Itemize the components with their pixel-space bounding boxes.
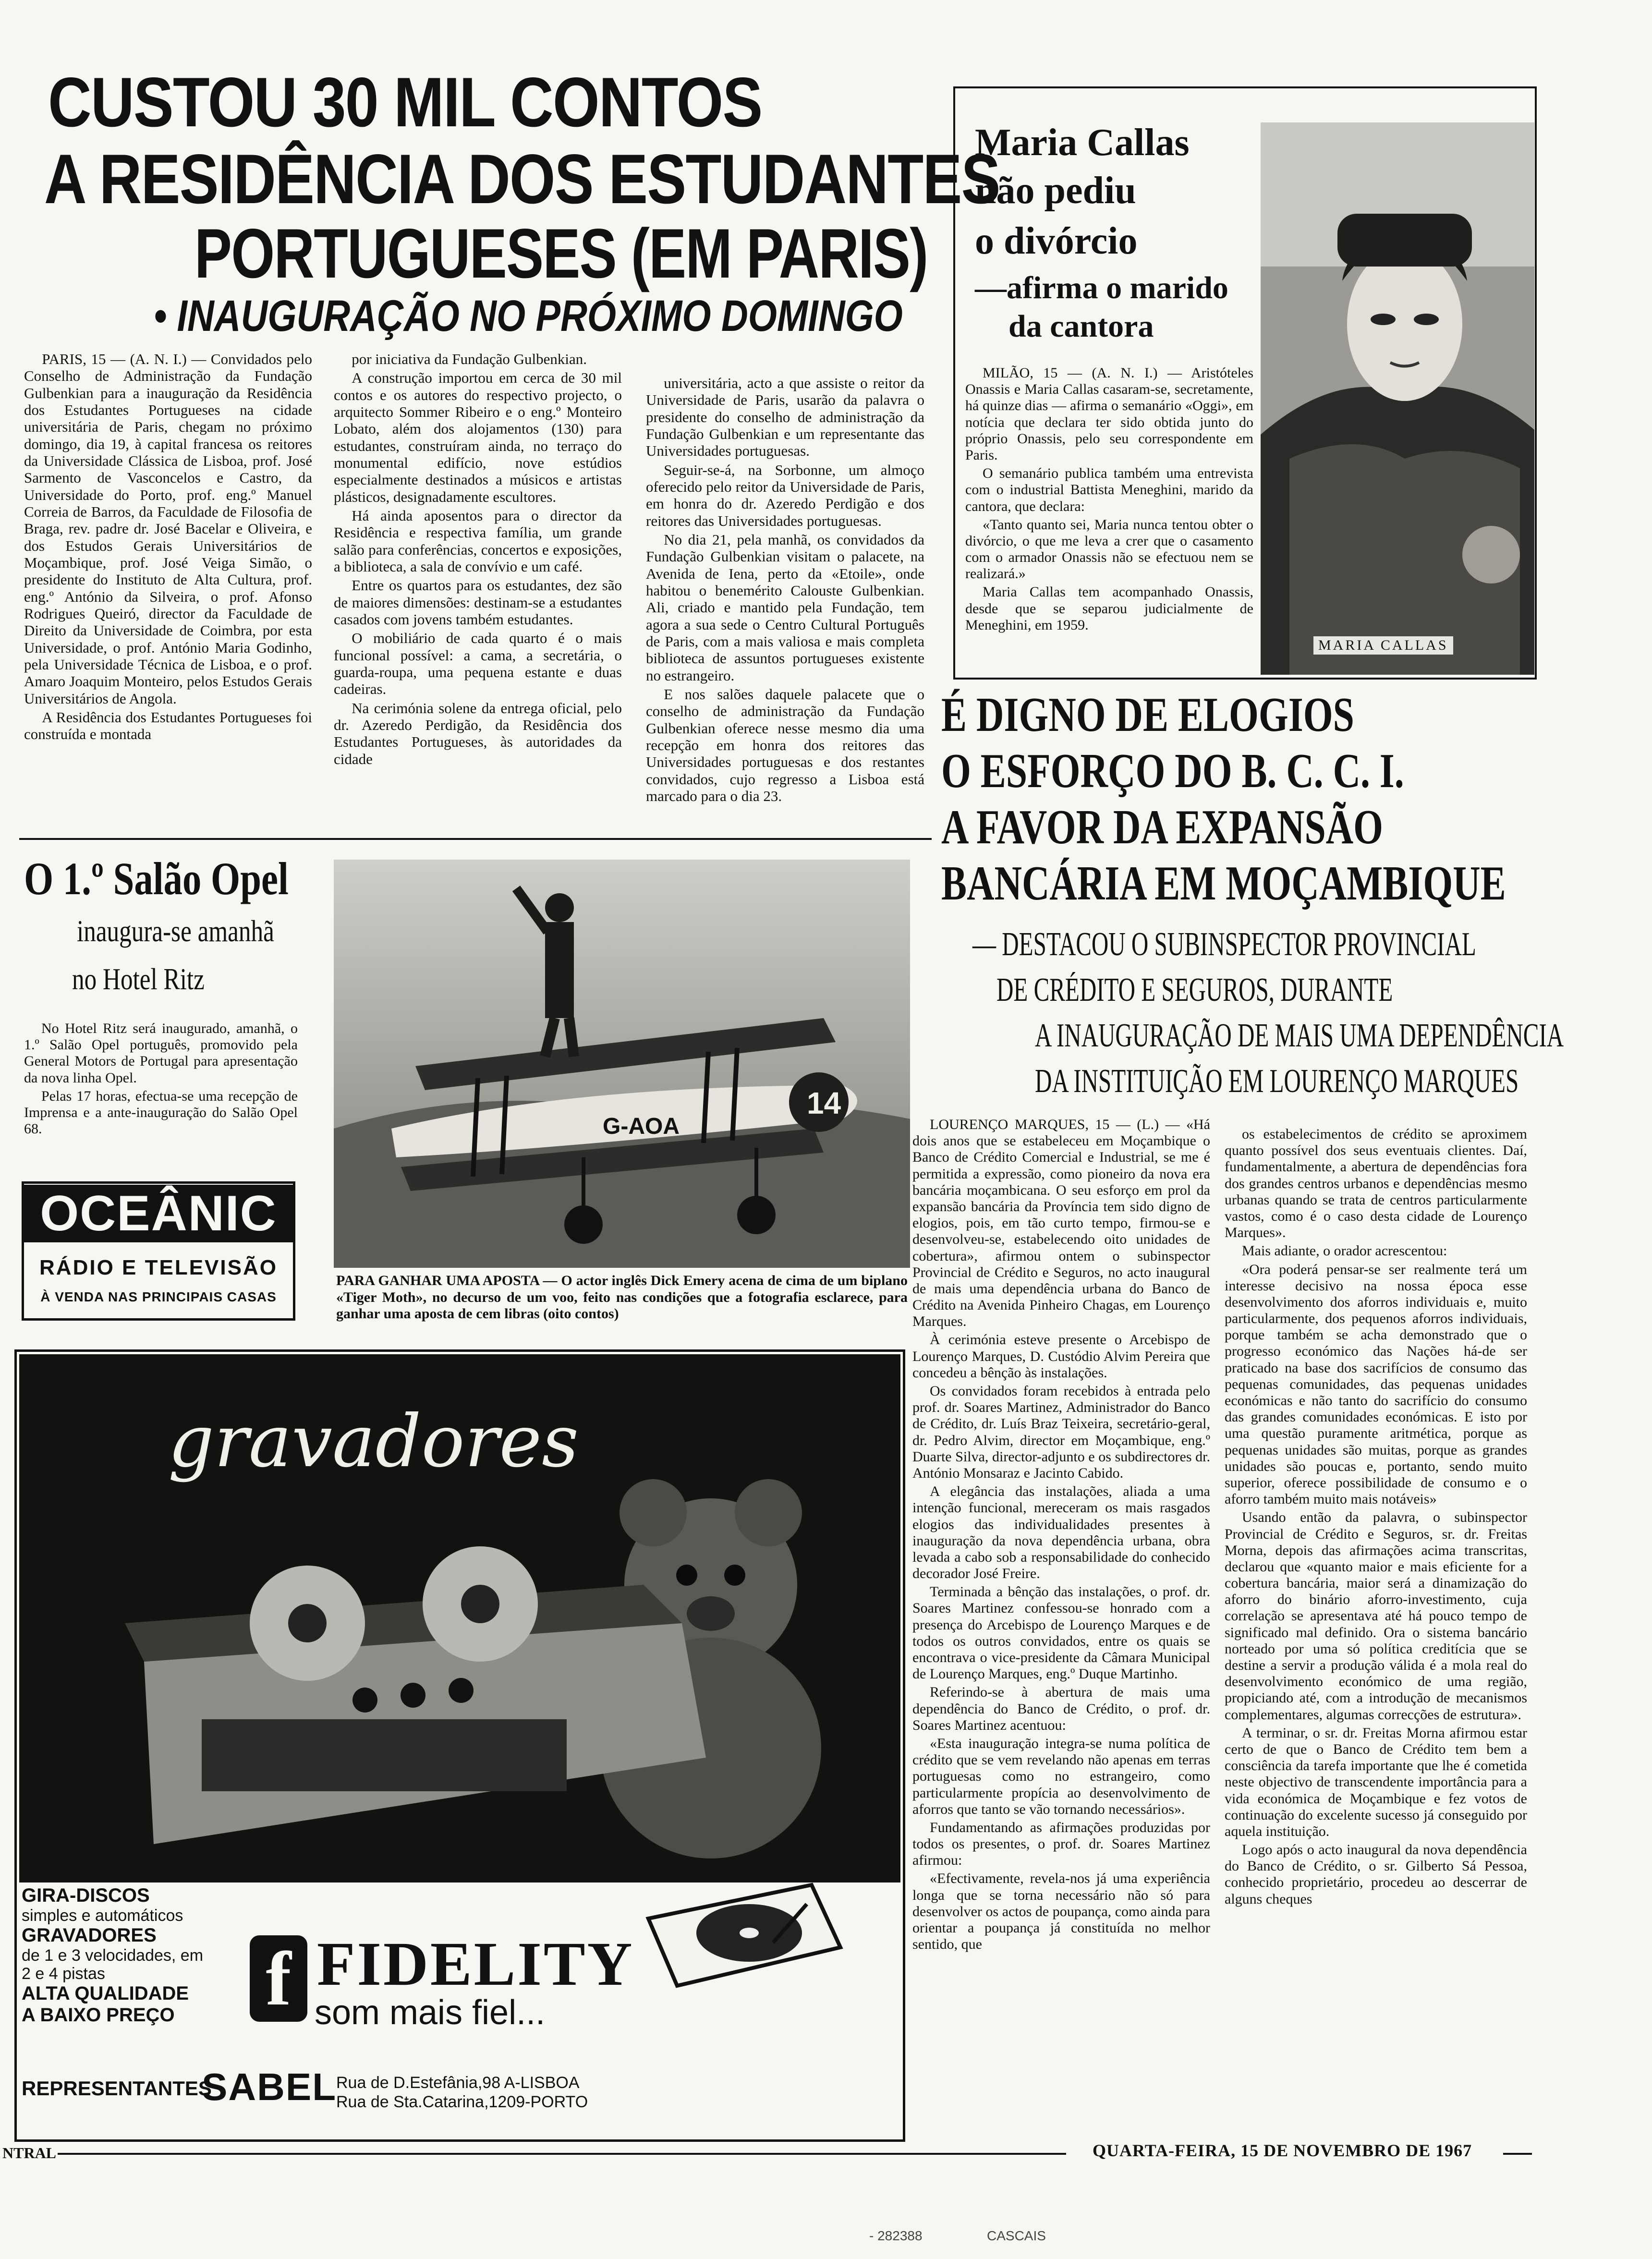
plane-photo xyxy=(334,860,910,1268)
fidelity-script-title: gravadores xyxy=(168,1400,579,1483)
paragraph: A construção importou em cerca de 30 mil contos e os autores do respectivo projecto, o arquitecto Sommer Ribeiro e o eng.º Monteiro Lobato, além dos alojamentos (130) para estudantes, construíram ainda, no terraço do monumental edifício, nove estúdios especialmente destinados a músicos e artistas plásticos, designadamente escultores. xyxy=(334,369,622,505)
footer-rule-right xyxy=(1503,2153,1532,2155)
main-headline-line-2: A RESIDÊNCIA DOS ESTUDANTES xyxy=(44,140,1000,218)
paragraph: A Residência dos Estudantes Portugueses foi construída e montada xyxy=(24,708,312,743)
main-subhead: • INAUGURAÇÃO NO PRÓXIMO DOMINGO xyxy=(154,291,903,340)
plane-tail-number: 14 xyxy=(807,1086,841,1120)
plane-registration: G-AOA xyxy=(603,1114,680,1139)
main-article-column-3 xyxy=(646,375,924,836)
paragraph: Referindo-se à abertura de mais uma dependência do Banco de Crédito, o prof. dr. Soares Martinez acentuou: xyxy=(912,1684,1210,1733)
turntable-icon xyxy=(639,1875,850,1991)
bcci-subhead-line-2: DE CRÉDITO E SEGUROS, DURANTE xyxy=(996,972,1393,1008)
paragraph: Terminada a bênção das instalações, o prof. dr. Soares Martinez confessou-se honrado com a presença do Arcebispo de Lourenço Marques e de todos os outros convidados, entre os quais se encontrava o vice-presidente da Câmara Municipal de Lourenço Marques, eng.º Duque Martinho. xyxy=(912,1584,1210,1682)
paragraph: Usando então da palavra, o subinspector Provincial de Crédito e Seguros, sr. dr. Freitas Morna, depois das afirmações acima transcritas, declarou que «quanto maior e mais eficiente for a cobertura bancária, maior será a dinamização do aforro do binário aforro-investimento, cuja correlação se apresentava até há pouco tempo de significado mal definido. Ora o sistema bancário norteado por uma só política creditícia que se destine a servir a produção válida é a mola real do desenvolvimento económico de uma região, propiciando até, com a introdução de mecanismos complementares, algumas correcções de estrutura». xyxy=(1225,1509,1527,1723)
bcci-subhead-line-4: DA INSTITUIÇÃO EM LOURENÇO MARQUES xyxy=(1035,1063,1519,1100)
main-article-bottom-rule xyxy=(19,838,932,840)
fidelity-representantes-label: REPRESENTANTES xyxy=(22,2077,212,2100)
paragraph: PARIS, 15 — (A. N. I.) — Convidados pelo Conselho de Administração da Fundação Gulbenkian para a inauguração da Residência dos Estudantes Portugueses na cidade universitária de Paris, chegam no próximo domingo, dia 19, à capital francesa os reitores da Universidade Clássica de Lisboa, prof. José Sarmento de Vasconcelos e Castro, da Universidade do Porto, prof. eng.º Manuel Correia de Barros, da Faculdade de Filosofia de Braga, rev. padre dr. José Bacelar e Oliveira, e dos Estudos Gerais Universitários de Moçambique, prof. José Veiga Simão, o presidente do Instituto de Alta Cultura, prof. eng.º António da Silveira, o prof. Afonso Rodrigues Queiró, director da Faculdade de Direito da Universidade de Coimbra, por esta Universidade, o prof. António Maria Godinho, pela Universidade Técnica de Lisboa, e o prof. Amaro Joaquim Monteiro, pelos Estudos Gerais Universitários de Angola. xyxy=(24,351,312,707)
fidelity-brand: FIDELITY xyxy=(317,1930,634,1999)
bcci-column-1 xyxy=(912,1117,1210,2127)
callas-portrait-illustration xyxy=(1261,122,1534,675)
paragraph: Entre os quartos para os estudantes, dez são de maiores dimensões: destinam-se a estudantes casados com jovens também estudantes. xyxy=(334,577,622,628)
fidelity-address-2: Rua de Sta.Catarina,1209-PORTO xyxy=(336,2093,588,2111)
fidelity-feature-item: GRAVADORES xyxy=(22,1924,157,1946)
fidelity-feature-item: ALTA QUALIDADE xyxy=(22,1982,189,2004)
fidelity-rep-name: SABEL xyxy=(202,2065,337,2108)
paragraph: Logo após o acto inaugural da nova dependência do Banco de Crédito, o sr. Gilberto Sá Pessoa, conhecido proprietário, procedeu ao descerrar de alguns cheques xyxy=(1225,1842,1527,1907)
paragraph: No Hotel Ritz será inaugurado, amanhã, o 1.º Salão Opel português, promovido pela General Motors de Portugal para apresentação da nova linha Opel. xyxy=(24,1020,298,1086)
bcci-headline-line-3: A FAVOR DA EXPANSÃO xyxy=(941,800,1384,854)
paragraph: «Ora poderá pensar-se ser realmente terá um interesse decisivo na nossa época esse desenvolvimento dos aforros individuais e, muito particularmente, dos pequenos aforros individuais, porque também se acha demonstrado que o progresso económico das Nações há-de ser praticado na base dos sacrifícios de consumo das pequenas comunidades, das pequenas unidades económicas e não tanto do sacrifício do consumo das grandes comunidades económicas. E isto por uma questão puramente aritmética, porque as pequenas unidades são muitas, porque as grandes unidades são poucas e, portanto, sendo muito superior, oferece possibilidade de consumo e o aforro também muito mais notáveis» xyxy=(1225,1261,1527,1507)
main-article-column-2 xyxy=(334,351,622,836)
fidelity-feature-item: GIRA-DISCOS xyxy=(22,1885,150,1906)
callas-headline-line-2: não pediu xyxy=(975,170,1136,212)
paragraph: Fundamentando as afirmações produzidas por todos os presentes, o prof. dr. Soares Martinez afirmou: xyxy=(912,1819,1210,1869)
paragraph: Maria Callas tem acompanhado Onassis, desde que se separou judicialmente de Meneghini, em 1959. xyxy=(965,584,1253,633)
callas-photo xyxy=(1261,122,1534,675)
fidelity-logo-letter: f xyxy=(266,1936,292,2021)
paragraph: MILÃO, 15 — (A. N. I.) — Aristóteles Onassis e Maria Callas casaram-se, secretamente, há quinze dias — afirma o semanário «Oggi», em notícia que declara ter sido obtida junto do próprio Onassis, pelo seu correspondente em Paris. xyxy=(965,365,1253,463)
bcci-headline-line-2: O ESFORÇO DO B. C. C. I. xyxy=(941,744,1404,798)
footer-rule-left xyxy=(58,2153,1066,2155)
callas-headline-line-4: —afirma o marido xyxy=(975,270,1228,305)
callas-headline-line-3: o divórcio xyxy=(975,220,1138,262)
paragraph: os estabelecimentos de crédito se aproximem quanto possível dos seus eventuais clientes. Daí, fundamentalmente, a abertura de dependências fora dos grandes centros urbanos e dependências mesmo urbanas quando se trata de centros particularmente vastos, como é o caso desta cidade de Lourenço Marques». xyxy=(1225,1126,1527,1241)
fidelity-slogan: som mais fiel... xyxy=(315,1993,546,2032)
biplane-illustration xyxy=(334,860,910,1268)
opel-body xyxy=(24,1020,298,1160)
fidelity-feature-item: A BAIXO PREÇO xyxy=(22,2004,175,2026)
paragraph: E nos salões daquele palacete que o conselho de administração da Fundação Gulbenkian oferece nesse mesmo dia uma recepção em honra dos reitores das Universidades portuguesas e dos restantes convidados, cujo regresso a Lisboa está marcado para o dia 23. xyxy=(646,685,924,804)
fidelity-feature-item: simples e automáticos xyxy=(22,1906,183,1925)
fidelity-address-1: Rua de D.Estefânia,98 A-LISBOA xyxy=(336,2074,580,2092)
main-headline-line-3: PORTUGUESES (EM PARIS) xyxy=(194,214,928,292)
paragraph: O mobiliário de cada quarto é o mais funcional possível: a cama, a secretária, o guarda-roupa, uma pequena estante e duas cadeiras. xyxy=(334,630,622,698)
paragraph: Seguir-se-á, na Sorbonne, um almoço oferecido pelo reitor da Universidade de Paris, em honra do dr. Azeredo Perdigão e dos reitores das Universidades portuguesas. xyxy=(646,461,924,529)
fidelity-features xyxy=(22,1885,247,2026)
opel-subtitle-2: no Hotel Ritz xyxy=(72,962,205,996)
paragraph: A elegância das instalações, aliada a uma intenção funcional, mereceram os mais rasgados elogios das individualidades presentes à inauguração da nova dependência urbana, obra levada a cabo sob a responsabilidade do conhecido decorador José Freire. xyxy=(912,1483,1210,1582)
main-headline-line-1: CUSTOU 30 MIL CONTOS xyxy=(48,63,762,141)
paragraph: A terminar, o sr. dr. Freitas Morna afirmou estar certo de que o Banco de Crédito tem bem a consciência da tarefa importante que lhe é cometida neste objectivo de transcendente importância para a vida económica de Moçambique e fez votos de continuação do excelente sucesso já conseguido por aquela instituição. xyxy=(1225,1725,1527,1839)
callas-headline-line-5: da cantora xyxy=(1008,309,1154,344)
paragraph: Na cerimónia solene da entrega oficial, pelo dr. Azeredo Perdigão, da Residência dos Estudantes Portugueses, às autoridades da cidade xyxy=(334,699,622,767)
paragraph: Mais adiante, o orador acrescentou: xyxy=(1242,1243,1447,1259)
bcci-headline-line-1: É DIGNO DE ELOGIOS xyxy=(941,688,1354,742)
paragraph: Pelas 17 horas, efectua-se uma recepção de Imprensa e a ante-inauguração do Salão Opel 68. xyxy=(24,1088,298,1137)
callas-photo-caption: MARIA CALLAS xyxy=(1313,636,1453,655)
paragraph: Há ainda aposentos para o director da Residência e respectiva família, um grande salão para conferências, concertos e exposições, a biblioteca, a sala de convívio e um café. xyxy=(334,507,622,575)
paragraph: «Esta inauguração integra-se numa política de crédito que se vem revelando não apenas em terras portuguesas como no estrangeiro, como particularmente propícia ao desenvolvimento de aforros que tanto se vão tornando necessários». xyxy=(912,1735,1210,1817)
paragraph: O semanário publica também uma entrevista com o industrial Battista Meneghini, marido da cantora, que declara: xyxy=(965,465,1253,514)
paragraph: universitária, acto a que assiste o reitor da Universidade de Paris, usarão da palavra o presidente do conselho de administração da Fundação Gulbenkian e um representante das Universidades portuguesas. xyxy=(646,375,924,460)
footer-bottom-number: - 282388 xyxy=(869,2228,923,2243)
paragraph: Os convidados foram recebidos à entrada pelo prof. dr. Soares Martinez, Administrador do Banco de Crédito, dr. Luís Braz Teixeira, secretário-geral, dr. Pedro Alvim, director em Moçambique, eng.º Duarte Silva, director-adjunto e os subdirectores dr. António Monsaraz e Jacinto Cabido. xyxy=(912,1383,1210,1481)
paragraph: «Tanto quanto sei, Maria nunca tentou obter o divórcio, o que me leva a crer que o casamento com o armador Onassis não se efectuou nem se realizará.» xyxy=(965,516,1253,582)
bcci-subhead-line-3: A INAUGURAÇÃO DE MAIS UMA DEPENDÊNCIA xyxy=(1035,1017,1564,1054)
paragraph: LOURENÇO MARQUES, 15 — (L.) — «Há dois anos que se estabeleceu em Moçambique o Banco de Crédito Comercial e Industrial, se me é permitida a expressão, como pioneiro da nova era bancária moçambicana. O seu esforço em prol da expansão bancária da Província tem sido digno de elogios, pois, em tão curto tempo, firmou-se e desenvolveu-se, estabelecendo oito unidades de cobertura», afirmou ontem o subinspector Provincial de Crédito e Seguros, no acto inaugural de mais uma dependência urbana do Banco de Crédito na Avenida Pinheiro Chagas, em Lourenço Marques. xyxy=(912,1117,1210,1330)
bcci-subhead-line-1: — DESTACOU O SUBINSPECTOR PROVINCIAL xyxy=(972,926,1476,963)
paragraph: À cerimónia esteve presente o Arcebispo de Lourenço Marques, D. Custódio Alvim Pereira que concedeu a bênção às instalações. xyxy=(912,1332,1210,1381)
callas-headline-line-1: Maria Callas xyxy=(975,121,1190,164)
paragraph: «Efectivamente, revela-nos já uma experiência longa que se torna necessário não só para desenvolver os actos de poupança, como ainda para orientar a poupança já constituída no melhor sentido, que xyxy=(912,1870,1210,1953)
footer-bottom-cascais: CASCAIS xyxy=(987,2228,1046,2243)
plane-photo-caption: PARA GANHAR UMA APOSTA — O actor inglês Dick Emery acena de cima de um biplano «Tiger Moth», no decurso de um voo, feito nas condições que a fotografia esclarece, para ganhar uma aposta de cem libras (oito contos) xyxy=(336,1273,908,1322)
callas-body xyxy=(965,365,1253,677)
fidelity-feature-item: de 1 e 3 velocidades, em xyxy=(22,1946,204,1965)
oceanic-line-2: À VENDA NAS PRINCIPAIS CASAS xyxy=(40,1289,277,1304)
bcci-headline-line-4: BANCÁRIA EM MOÇAMBIQUE xyxy=(941,856,1506,911)
paragraph: No dia 21, pela manhã, os convidados da Fundação Gulbenkian visitam o palacete, na Avenida de Iena, perto da «Etoile», onde habitou o benemérito Calouste Gulbenkian. Ali, criado e mantido pela Fundação, tem agora a sua sede o Centro Cultural Português de Paris, com a mais valiosa e mais completa biblioteca de assuntos portugueses existente no estrangeiro. xyxy=(646,531,924,684)
fidelity-feature-item: 2 e 4 pistas xyxy=(22,1964,105,1983)
bcci-column-2 xyxy=(1225,1126,1527,2127)
oceanic-brand: OCEÂNIC xyxy=(24,1185,293,1242)
oceanic-line-1: RÁDIO E TELEVISÃO xyxy=(39,1256,278,1279)
fidelity-logo-mark xyxy=(250,1935,307,2022)
opel-title: O 1.º Salão Opel xyxy=(24,853,289,904)
main-article-column-1 xyxy=(24,351,312,836)
footer-date: QUARTA-FEIRA, 15 DE NOVEMBRO DE 1967 xyxy=(1093,2141,1472,2160)
footer-left-label: NTRAL xyxy=(2,2144,57,2162)
opel-subtitle-1: inaugura-se amanhã xyxy=(77,914,274,948)
paragraph: por iniciativa da Fundação Gulbenkian. xyxy=(352,351,587,367)
